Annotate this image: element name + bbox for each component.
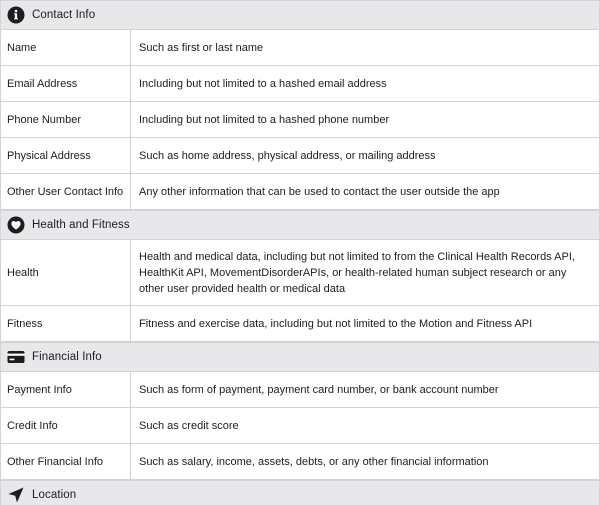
row-label: Fitness: [1, 306, 131, 341]
table-row: [1, 66, 599, 102]
section-header-health-and-fitness: [1, 210, 599, 240]
table-row: [1, 408, 599, 444]
location-arrow-icon: [7, 486, 25, 504]
section-header-contact-info: [1, 0, 599, 30]
row-label: Other User Contact Info: [1, 174, 131, 209]
credit-card-icon: [7, 348, 25, 366]
row-description: Such as salary, income, assets, debts, or any other financial information: [139, 455, 489, 468]
row-label: Payment Info: [1, 372, 131, 407]
info-icon: [7, 6, 25, 24]
row-description: Such as first or last name: [139, 41, 264, 54]
table-row: [1, 102, 599, 138]
section-header-location: [1, 480, 599, 505]
row-description: Fitness and exercise data, including but not limited to the Motion and Fitness API: [139, 317, 533, 330]
section-title: Financial Info: [32, 351, 102, 363]
row-label: Name: [1, 30, 131, 65]
row-label: Other Financial Info: [1, 444, 131, 479]
section-title: Contact Info: [32, 9, 96, 21]
table-row: [1, 138, 599, 174]
row-label: Email Address: [1, 66, 131, 101]
table-row: [1, 306, 599, 342]
table-row: [1, 372, 599, 408]
table-row: [1, 444, 599, 480]
section-header-financial-info: [1, 342, 599, 372]
heart-icon: [7, 216, 25, 234]
row-label: Credit Info: [1, 408, 131, 443]
row-description: Health and medical data, including but not limited to from the Clinical Health Records API, HealthKit API, MovementDisorderAPIs, or health-related human subject research or any other user provided health or medical data: [139, 250, 575, 295]
row-description: Such as form of payment, payment card number, or bank account number: [139, 383, 499, 396]
table-row: [1, 30, 599, 66]
section-title: Location: [32, 489, 77, 501]
section-title: Health and Fitness: [32, 219, 130, 231]
row-label: Health: [1, 240, 131, 305]
row-description: Such as credit score: [139, 419, 239, 432]
row-label: Physical Address: [1, 138, 131, 173]
row-description: Such as home address, physical address, or mailing address: [139, 149, 436, 162]
row-description: Any other information that can be used to contact the user outside the app: [139, 185, 500, 198]
row-description: Including but not limited to a hashed phone number: [139, 113, 390, 126]
table-row: [1, 174, 599, 210]
row-label: Phone Number: [1, 102, 131, 137]
row-description: Including but not limited to a hashed email address: [139, 77, 387, 90]
table-row: [1, 240, 599, 306]
